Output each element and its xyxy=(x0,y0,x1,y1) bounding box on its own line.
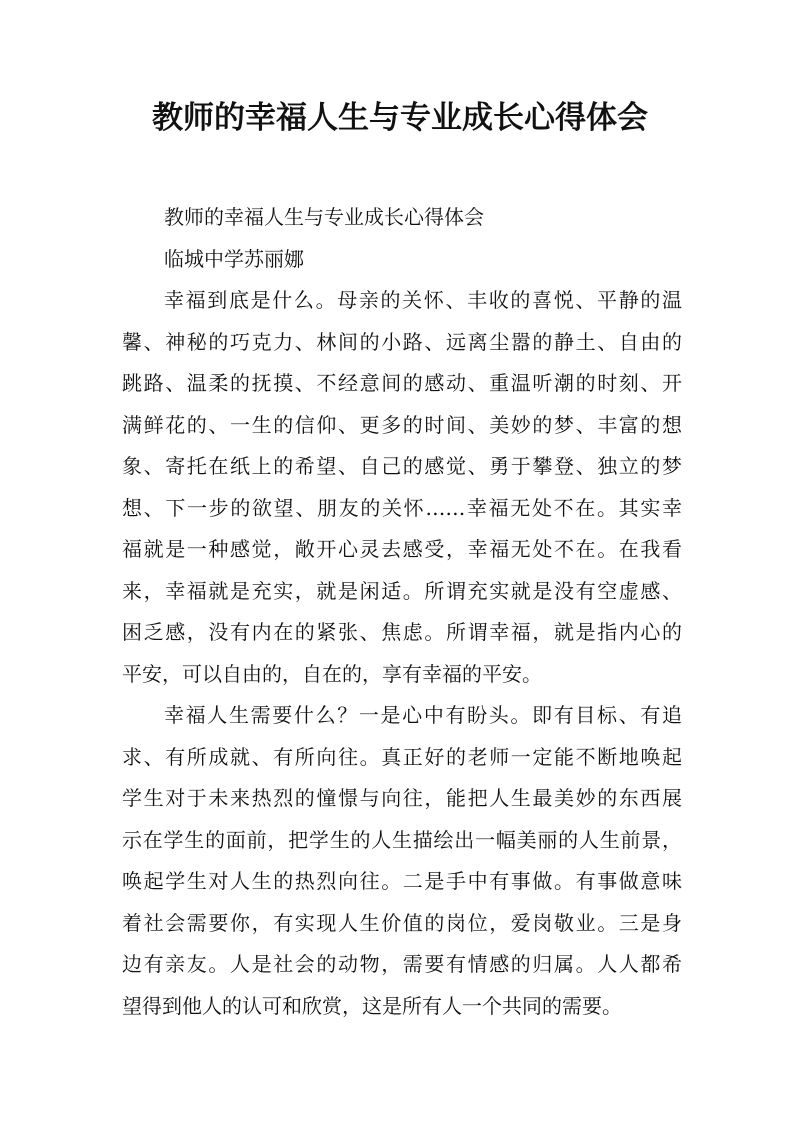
paragraph-line: 馨、神秘的巧克力、林间的小路、远离尘嚣的静土、自由的 xyxy=(122,329,682,354)
paragraph-line: 望得到他人的认可和欣赏，这是所有人一个共同的需要。 xyxy=(122,993,622,1018)
author-line: 临城中学苏丽娜 xyxy=(164,246,304,271)
paragraph-line: 幸福到底是什么。母亲的关怀、丰收的喜悦、平静的温 xyxy=(164,288,682,312)
paragraph-line: 福就是一种感觉，敞开心灵去感受，幸福无处不在。在我看 xyxy=(122,537,682,561)
paragraph-line: 象、寄托在纸上的希望、自己的感觉、勇于攀登、独立的梦 xyxy=(122,454,682,478)
paragraph-line: 求、有所成就、有所向往。真正好的老师一定能不断地唤起 xyxy=(122,744,682,769)
paragraph-line: 平安，可以自由的，自在的，享有幸福的平安。 xyxy=(122,661,542,686)
paragraph-line: 来，幸福就是充实，就是闲适。所谓充实就是没有空虚感、 xyxy=(122,578,682,603)
subtitle-line: 教师的幸福人生与专业成长心得体会 xyxy=(164,205,484,229)
paragraph-line: 示在学生的面前，把学生的人生描绘出一幅美丽的人生前景， xyxy=(122,827,682,852)
paragraph-line: 学生对于未来热烈的憧憬与向往，能把人生最美妙的东西展 xyxy=(122,786,682,810)
paragraph-line: 跳路、温柔的抚摸、不经意间的感动、重温听潮的时刻、开 xyxy=(122,371,682,395)
paragraph-line: 想、下一步的欲望、朋友的关怀……幸福无处不在。其实幸 xyxy=(122,495,682,520)
paragraph-line: 满鲜花的、一生的信仰、更多的时间、美妙的梦、丰富的想 xyxy=(122,412,682,437)
document-body xyxy=(122,197,682,1027)
paragraph-line: 困乏感，没有内在的紧张、焦虑。所谓幸福，就是指内心的 xyxy=(122,620,682,644)
paragraph-line: 唤起学生对人生的热烈向往。二是手中有事做。有事做意味 xyxy=(122,869,682,893)
paragraph-1 xyxy=(122,280,682,695)
paragraph-line: 幸福人生需要什么？一是心中有盼头。即有目标、有追 xyxy=(164,703,682,727)
paragraph-line: 着社会需要你，有实现人生价值的岗位，爱岗敬业。三是身 xyxy=(122,910,682,935)
paragraph-2 xyxy=(122,695,682,1027)
paragraph-line: 边有亲友。人是社会的动物，需要有情感的归属。人人都希 xyxy=(122,952,682,976)
document-title: 教师的幸福人生与专业成长心得体会 xyxy=(152,100,648,136)
